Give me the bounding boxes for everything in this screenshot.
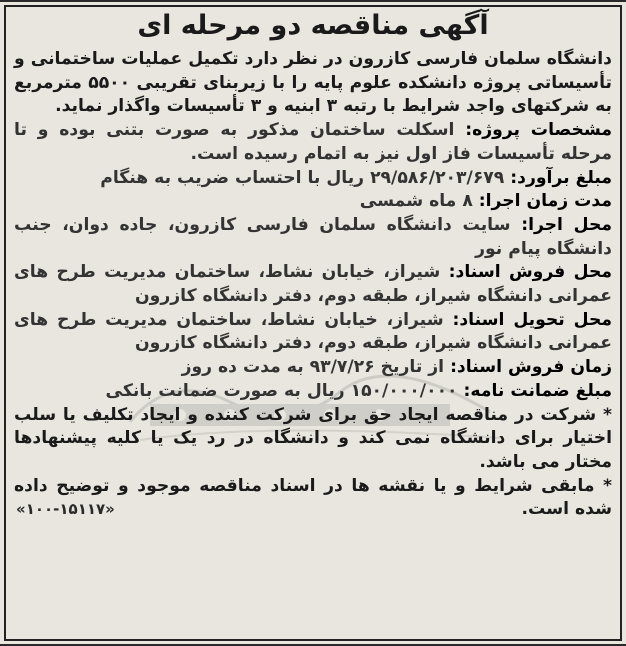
duration-label: مدت زمان اجرا: [478, 191, 612, 212]
documents-sale-place [14, 261, 612, 308]
ad-content [14, 6, 612, 640]
documents-sale-time-label: زمان فروش اسناد: [450, 357, 612, 378]
ad-title: آگهی مناقصه دو مرحله ای [137, 10, 489, 41]
documents-delivery-place-value: شیراز، خیابان نشاط، ساختمان مدیریت طرح های عمرانی دانشگاه شیراز، طبقه دوم، دفتر دانشگاه کازرون [14, 309, 612, 354]
project-specs-label: مشخصات پروژه: [465, 120, 612, 141]
guarantee-amount [14, 380, 612, 404]
location [14, 214, 612, 261]
duration-value: ۸ ماه شمسی [359, 191, 479, 212]
documents-delivery-place [14, 309, 612, 356]
ad-intro: دانشگاه سلمان فارسی کازرون در نظر دارد تکمیل عملیات ساختمانی و تأسیساتی پروژه دانشکده علوم پایه را با زیربنای تقریبی ۵۵۰۰ مترمربع به شرکتهای واجد شرایط با رتبه ۳ ابنیه و ۳ تأسیسات واگذار نماید. [14, 49, 612, 117]
ad-code: «۱۰۰-۱۵۱۱۷» [16, 500, 115, 519]
note-1: * شرکت در مناقصه ایجاد حق برای شرکت کننده و ایجاد تکلیف یا سلب اختیار برای دانشگاه نمی کند و دانشگاه در رد یک یا کلیه پیشنهادها مختار می باشد. [14, 404, 612, 472]
location-label: محل اجرا: [521, 214, 612, 235]
guarantee-amount-label: مبلغ ضمانت نامه: [463, 380, 612, 401]
location-value: سایت دانشگاه سلمان فارسی کازرون، جاده دوان، جنب دانشگاه پیام نور [14, 214, 612, 259]
estimate [14, 167, 612, 191]
project-specs-value: اسکلت ساختمان مذکور به صورت بتنی بوده و تا مرحله تأسیسات فاز اول نیز به اتمام رسیده است. [14, 120, 612, 164]
estimate-label: مبلغ برآورد: [510, 167, 612, 188]
guarantee-amount-value: ۱۵۰/۰۰۰/۰۰۰ ریال به صورت ضمانت بانکی [105, 380, 464, 401]
estimate-value: ۲۹/۵۸۶/۲۰۳/۶۷۹ ریال با احتساب ضریب به هنگام [100, 167, 511, 188]
documents-sale-time-value: از تاریخ ۹۳/۷/۲۶ به مدت ده روز [181, 357, 451, 378]
duration [14, 190, 612, 214]
documents-delivery-place-label: محل تحویل اسناد: [452, 309, 612, 330]
documents-sale-place-value: شیراز، خیابان نشاط، ساختمان مدیریت طرح های عمرانی دانشگاه شیراز، طبقه دوم، دفتر دانشگاه کازرون [14, 262, 612, 307]
note-2: * مابقی شرایط و یا نقشه ها در اسناد مناقصه موجود و توضیح داده شده است. [14, 475, 612, 520]
project-specs [14, 119, 612, 166]
documents-sale-place-label: محل فروش اسناد: [448, 262, 613, 283]
documents-sale-time [14, 356, 612, 380]
